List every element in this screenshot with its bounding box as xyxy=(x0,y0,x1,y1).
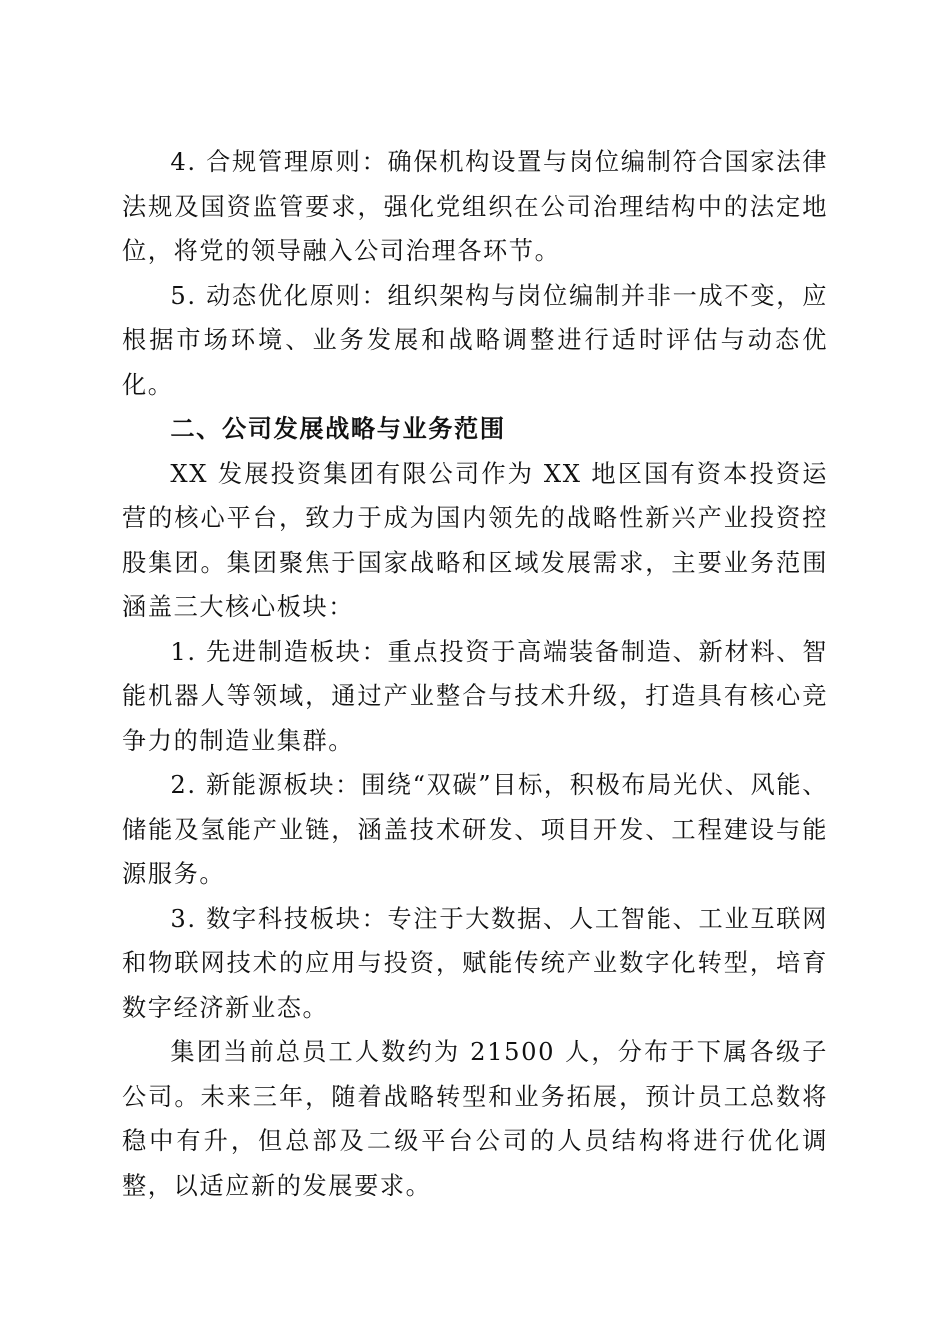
document-body xyxy=(122,140,828,1208)
section-heading: 二、公司发展战略与业务范围 xyxy=(170,415,506,443)
group-overview-paragraph: XX 发展投资集团有限公司作为 XX 地区国有资本投资运营的核心平台，致力于成为国内领先的战略性新兴产业投资控股集团。集团聚焦于国家战略和区域发展需求，主要业务范围涵盖三大核心板块： xyxy=(122,459,828,621)
principle-compliance-paragraph: 4. 合规管理原则：确保机构设置与岗位编制符合国家法律法规及国资监管要求，强化党组织在公司治理结构中的法定地位，将党的领导融入公司治理各环节。 xyxy=(122,148,828,265)
principle-dynamic-optimization-paragraph: 5. 动态优化原则：组织架构与岗位编制并非一成不变，应根据市场环境、业务发展和战略调整进行适时评估与动态优化。 xyxy=(122,281,828,399)
new-energy-segment-paragraph: 2. 新能源板块：围绕“双碳”目标，积极布局光伏、风能、储能及氢能产业链，涵盖技术研发、项目开发、工程建设与能源服务。 xyxy=(122,771,828,888)
digital-tech-segment-paragraph: 3. 数字科技板块：专注于大数据、人工智能、工业互联网和物联网技术的应用与投资，赋能传统产业数字化转型，培育数字经济新业态。 xyxy=(122,904,828,1022)
workforce-paragraph: 集团当前总员工人数约为 21500 人，分布于下属各级子公司。未来三年，随着战略转型和业务拓展，预计员工总数将稳中有升，但总部及二级平台公司的人员结构将进行优化调整，以适应新的发展要求。 xyxy=(122,1038,828,1200)
manufacturing-segment-paragraph: 1. 先进制造板块：重点投资于高端装备制造、新材料、智能机器人等领域，通过产业整合与技术升级，打造具有核心竞争力的制造业集群。 xyxy=(122,637,828,755)
